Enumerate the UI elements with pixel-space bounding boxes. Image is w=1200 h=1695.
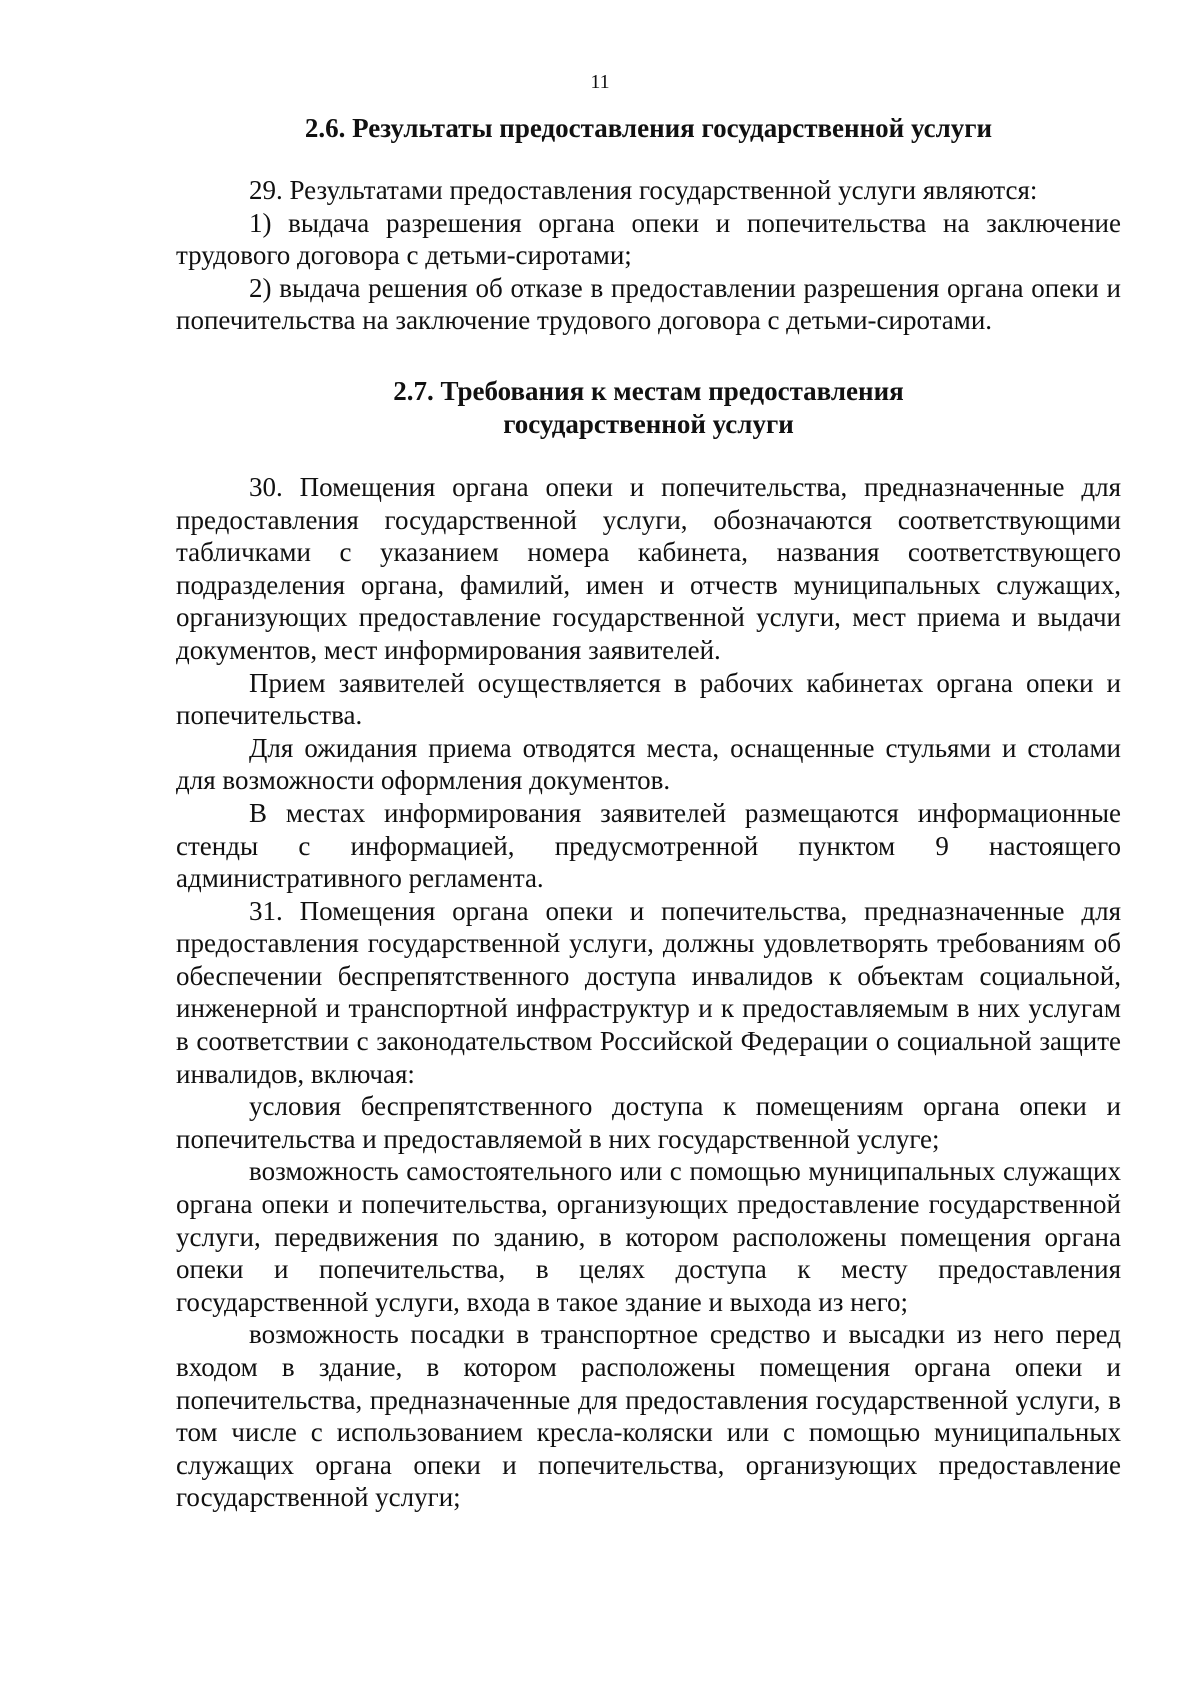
paragraph-movement: возможность самостоятельного или с помощью муниципальных служащих органа опеки и попечительства, организующих предоставление государственной услуги, передвижения по зданию, в котором расположены помещения органа опеки и попечительства, в целях доступа к месту предоставления государственной услуги, входа в такое здание и выхода из него; <box>176 1156 1121 1317</box>
list-item-result-1: 1) выдача разрешения органа опеки и попечительства на заключение трудового договора с детьми-сиротами; <box>176 207 1121 271</box>
paragraph-29: 29. Результатами предоставления государственной услуги являются: <box>249 175 1038 205</box>
section-heading-2-7 <box>176 375 1121 441</box>
page-content <box>176 112 1121 1514</box>
section-heading-line-1: 2.7. Требования к местам предоставления <box>393 375 904 406</box>
paragraph-31: 31. Помещения органа опеки и попечительства, предназначенные для предоставления государственной услуги, должны удовлетворять требованиям об обеспечении беспрепятственного доступа инвалидов к объектам социальной, инженерной и транспортной инфраструктур и к предоставляемым в них услугам в соответствии с законодательством Российской Федерации о социальной защите инвалидов, включая: <box>176 895 1121 1089</box>
section-heading-2-6: 2.6. Результаты предоставления государственной услуги <box>304 113 993 143</box>
paragraph-transport: возможность посадки в транспортное средство и высадки из него перед входом в здание, в котором расположены помещения органа опеки и попечительства, предназначенные для предоставления государственной услуги, в том числе с использованием кресла-коляски или с помощью муниципальных служащих органа опеки и попечительства, организующих предоставление государственной услуги; <box>176 1319 1121 1513</box>
paragraph-30: 30. Помещения органа опеки и попечительства, предназначенные для предоставления государственной услуги, обозначаются соответствующими табличками с указанием номера кабинета, названия соответствующего подразделения органа, фамилий, имен и отчеств муниципальных служащих, организующих предоставление государственной услуги, мест приема и выдачи документов, мест информирования заявителей. <box>176 471 1121 665</box>
paragraph-waiting: Для ожидания приема отводятся места, оснащенные стульями и столами для возможности оформления документов. <box>176 732 1121 796</box>
page-number: 11 <box>590 71 610 93</box>
paragraph-reception: Прием заявителей осуществляется в рабочих кабинетах органа опеки и попечительства. <box>176 667 1121 731</box>
section-heading-line-2: государственной услуги <box>503 408 794 439</box>
list-item-result-2: 2) выдача решения об отказе в предоставлении разрешения органа опеки и попечительства на заключение трудового договора с детьми-сиротами. <box>176 272 1121 336</box>
paragraph-info-stands: В местах информирования заявителей размещаются информационные стенды с информацией, предусмотренной пунктом 9 настоящего административного регламента. <box>176 797 1121 894</box>
paragraph-access-conditions: условия беспрепятственного доступа к помещениям органа опеки и попечительства и предоставляемой в них государственной услуге; <box>176 1091 1121 1154</box>
